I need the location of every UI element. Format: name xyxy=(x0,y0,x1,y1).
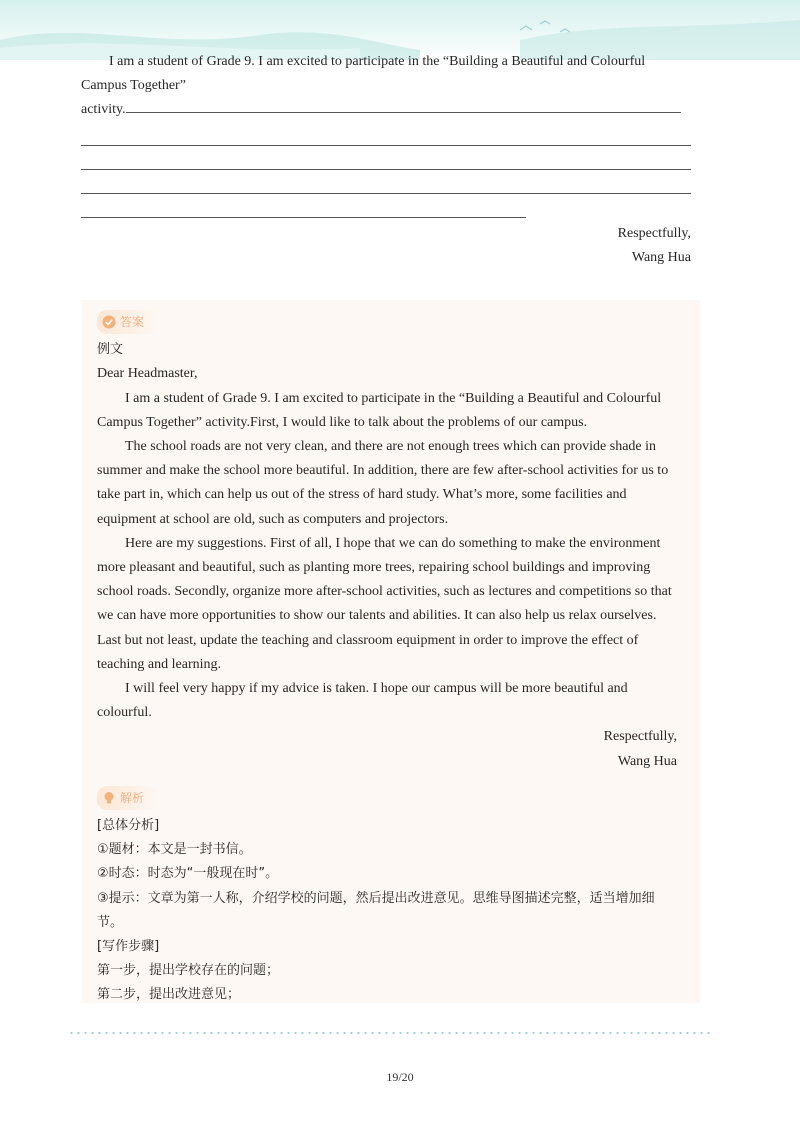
page-number: 19/20 xyxy=(386,1070,414,1084)
analysis-line: ③提示：文章为第一人称，介绍学校的问题，然后提出改进意见。思维导图描述完整，适当增加细节。 xyxy=(97,890,655,930)
letter-paragraph: Here are my suggestions. First of all, I hope that we can do something to make the environment more pleasant and beautiful, such as planting more trees, repairing school buildings and improving school roads. Secondly, organize more after-school activities, such as lectures and competitions so that we can have more opportunities to show our talents and abilities. It can also help us relax ourselves. Last but not least, update the teaching and classroom equipment in order to improve the effect of teaching and learning. xyxy=(97,535,672,672)
analysis-line: ②时态：时态为“一般现在时”。 xyxy=(97,866,279,882)
lightbulb-icon xyxy=(102,791,116,805)
dotted-divider xyxy=(68,1032,712,1034)
answer-tag xyxy=(97,310,158,334)
intro-line-2: Campus Together” xyxy=(81,78,186,93)
intro-line-1: I am a student of Grade 9. I am excited to participate in the “Building a Beautiful and Colourful xyxy=(109,54,646,69)
letter-paragraph: The school roads are not very clean, and there are not enough trees which can provide shade in summer and make the school more beautiful. In addition, there are few after-school activities for us to take part in, which can help us out of the stress of hard study. What’s more, some facilities and equipment at school are old, such as computers and projectors. xyxy=(97,439,669,527)
intro-line-3 xyxy=(81,98,691,122)
answer-panel xyxy=(82,300,700,1003)
birds-icon xyxy=(520,21,570,32)
letter-closing: Respectfully, xyxy=(603,729,677,745)
analysis-line: 第一步，提出学校存在的问题； xyxy=(97,963,280,979)
analysis-line: [总体分析] xyxy=(97,818,160,834)
question-closing: Respectfully, xyxy=(617,226,691,241)
letter-signature: Wang Hua xyxy=(617,753,677,769)
intro-line-3-text: activity. xyxy=(81,102,126,117)
analysis-line: [写作步骤] xyxy=(97,939,160,955)
question-signature: Wang Hua xyxy=(631,250,691,265)
letter-paragraph: I am a student of Grade 9. I am excited to participate in the “Building a Beautiful and Colourful Campus Together” activity.First, I would like to talk about the problems of our campus. xyxy=(97,390,662,430)
analysis-line: ①题材：本文是一封书信。 xyxy=(97,842,252,858)
analysis-tag xyxy=(97,786,158,810)
answer-blank-line xyxy=(81,170,691,194)
analysis-line: 第二步，提出改进意见； xyxy=(97,987,241,1003)
answer-blank-line xyxy=(81,146,691,170)
analysis-tag-label: 解析 xyxy=(120,790,145,805)
sample-label: 例文 xyxy=(97,342,124,358)
answer-tag-label: 答案 xyxy=(120,314,145,329)
check-circle-icon xyxy=(102,315,116,329)
question-section xyxy=(81,50,691,270)
letter-greeting: Dear Headmaster, xyxy=(97,366,198,382)
answer-blank-line xyxy=(81,194,526,218)
answer-blank-line xyxy=(81,122,691,146)
answer-blank-line xyxy=(126,98,681,113)
letter-paragraph: I will feel very happy if my advice is taken. I hope our campus will be more beautiful and colourful. xyxy=(97,681,628,721)
